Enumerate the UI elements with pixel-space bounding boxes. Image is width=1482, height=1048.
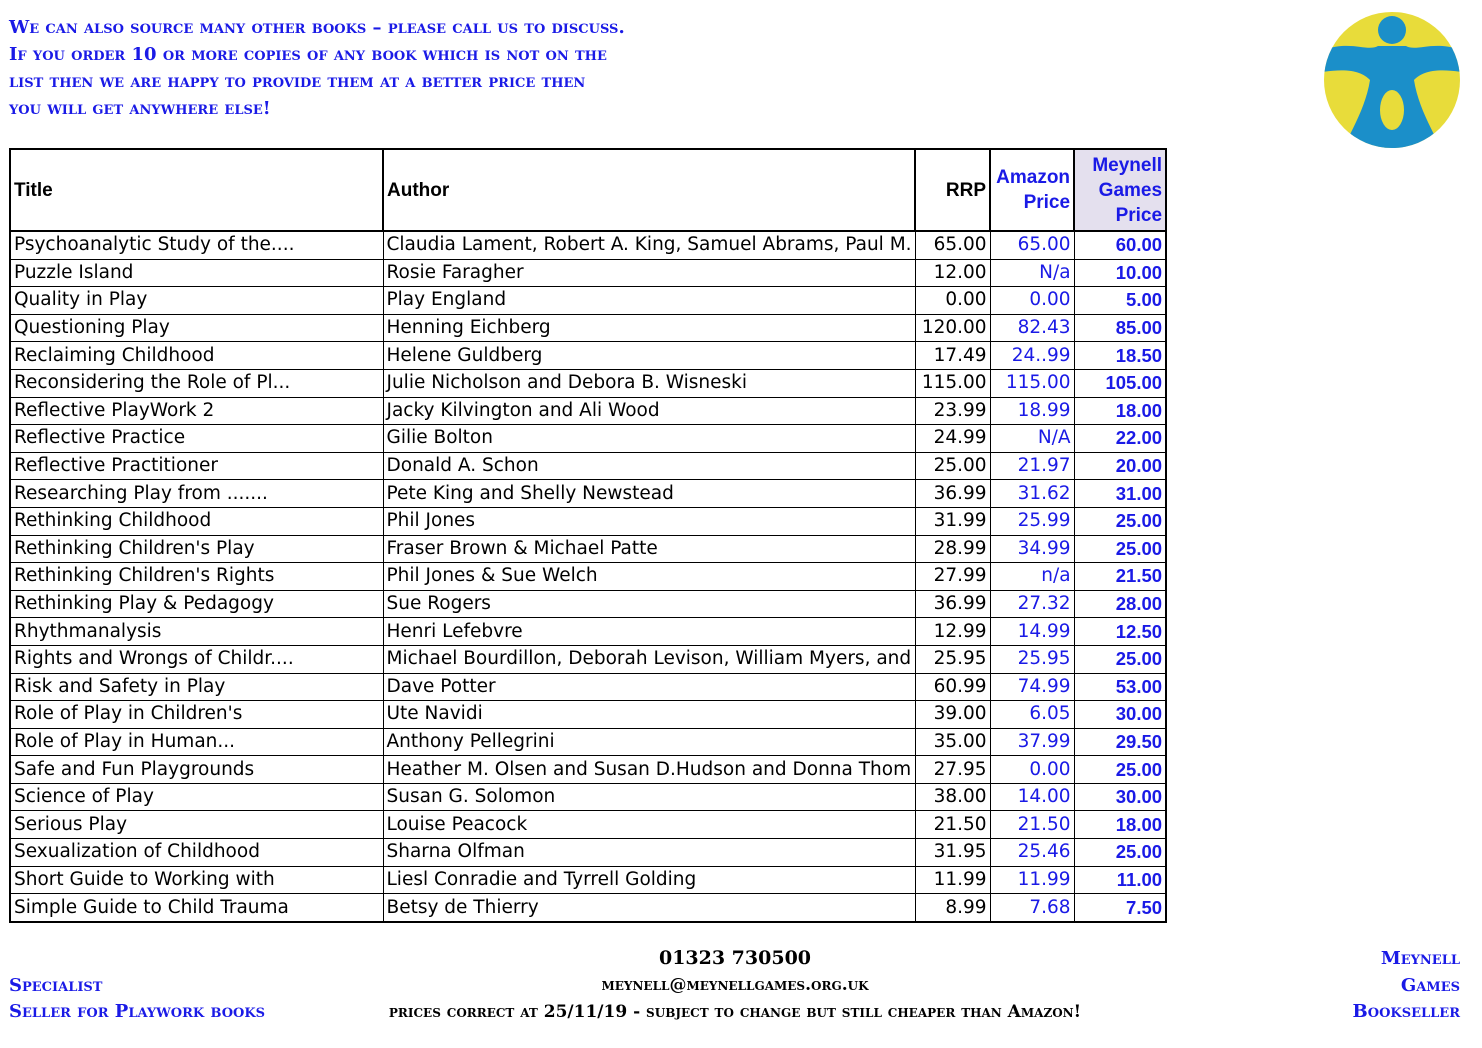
- cell-title: Rethinking Children's Play: [10, 535, 383, 563]
- table-row: [10, 397, 1166, 425]
- cell-amazon-price: 7.68: [990, 894, 1074, 922]
- table-row: [10, 839, 1166, 867]
- cell-rrp: 21.50: [915, 811, 990, 839]
- cell-rrp: 28.99: [915, 535, 990, 563]
- cell-author: Michael Bourdillon, Deborah Levison, William Myers, and: [383, 645, 915, 673]
- table-row: [10, 231, 1166, 259]
- cell-rrp: 60.99: [915, 673, 990, 701]
- table-row: [10, 894, 1166, 922]
- intro-line: If you order 10 or more copies of any book which is not on the: [9, 44, 607, 65]
- cell-title: Researching Play from .......: [10, 480, 383, 508]
- cell-amazon-price: N/a: [990, 259, 1074, 287]
- cell-meynell-price: 105.00: [1074, 369, 1166, 397]
- cell-meynell-price: 53.00: [1074, 673, 1166, 701]
- cell-amazon-price: 65.00: [990, 231, 1074, 259]
- book-price-table: [9, 148, 1167, 923]
- table-row: [10, 645, 1166, 673]
- table-row: [10, 287, 1166, 315]
- cell-author: Pete King and Shelly Newstead: [383, 480, 915, 508]
- cell-amazon-price: n/a: [990, 563, 1074, 591]
- cell-title: Serious Play: [10, 811, 383, 839]
- cell-title: Reflective Practitioner: [10, 452, 383, 480]
- header-amazon-line: Amazon: [996, 167, 1071, 188]
- cell-author: Susan G. Solomon: [383, 783, 915, 811]
- header-title: Title: [10, 149, 383, 231]
- table-row: [10, 535, 1166, 563]
- cell-meynell-price: 25.00: [1074, 756, 1166, 784]
- intro-line: you will get anywhere else!: [9, 98, 271, 119]
- cell-title: Puzzle Island: [10, 259, 383, 287]
- footer-right-line: Games: [1400, 974, 1460, 996]
- cell-meynell-price: 18.00: [1074, 811, 1166, 839]
- table-row: [10, 590, 1166, 618]
- cell-rrp: 25.95: [915, 645, 990, 673]
- cell-author: Phil Jones: [383, 507, 915, 535]
- cell-amazon-price: 115.00: [990, 369, 1074, 397]
- cell-rrp: 120.00: [915, 314, 990, 342]
- header-meynell-line: Meynell: [1092, 154, 1163, 176]
- cell-amazon-price: 14.00: [990, 783, 1074, 811]
- table-row: [10, 701, 1166, 729]
- table-row: [10, 811, 1166, 839]
- footer-contact: [300, 945, 1170, 1026]
- cell-amazon-price: 74.99: [990, 673, 1074, 701]
- cell-title: Sexualization of Childhood: [10, 839, 383, 867]
- meynell-games-logo: [1322, 10, 1462, 150]
- cell-title: Psychoanalytic Study of the....: [10, 231, 383, 259]
- footer-email: meynell@meynellgames.org.uk: [601, 975, 869, 995]
- cell-author: Fraser Brown & Michael Patte: [383, 535, 915, 563]
- cell-rrp: 17.49: [915, 342, 990, 370]
- table-row: [10, 756, 1166, 784]
- cell-author: Sharna Olfman: [383, 839, 915, 867]
- cell-author: Liesl Conradie and Tyrrell Golding: [383, 866, 915, 894]
- cell-author: Jacky Kilvington and Ali Wood: [383, 397, 915, 425]
- cell-meynell-price: 31.00: [1074, 480, 1166, 508]
- footer-left-line: Specialist: [9, 975, 103, 996]
- header-meynell-line: Price: [1115, 204, 1163, 226]
- cell-amazon-price: 25.46: [990, 839, 1074, 867]
- cell-rrp: 65.00: [915, 231, 990, 259]
- table-row: [10, 783, 1166, 811]
- header-meynell-line: Games: [1098, 179, 1163, 201]
- cell-author: Phil Jones & Sue Welch: [383, 563, 915, 591]
- cell-title: Safe and Fun Playgrounds: [10, 756, 383, 784]
- cell-author: Play England: [383, 287, 915, 315]
- cell-author: Gilie Bolton: [383, 425, 915, 453]
- table-row: [10, 425, 1166, 453]
- cell-rrp: 31.99: [915, 507, 990, 535]
- intro-line: We can also source many other books – please call us to discuss.: [9, 17, 625, 38]
- cell-meynell-price: 21.50: [1074, 563, 1166, 591]
- cell-title: Reclaiming Childhood: [10, 342, 383, 370]
- cell-author: Rosie Faragher: [383, 259, 915, 287]
- cell-author: Heather M. Olsen and Susan D.Hudson and Donna Thom: [383, 756, 915, 784]
- cell-amazon-price: 25.95: [990, 645, 1074, 673]
- table-row: [10, 866, 1166, 894]
- cell-rrp: 27.95: [915, 756, 990, 784]
- cell-author: Henri Lefebvre: [383, 618, 915, 646]
- cell-amazon-price: 0.00: [990, 287, 1074, 315]
- cell-meynell-price: 18.50: [1074, 342, 1166, 370]
- cell-title: Risk and Safety in Play: [10, 673, 383, 701]
- table-row: [10, 728, 1166, 756]
- cell-title: Rights and Wrongs of Childr....: [10, 645, 383, 673]
- table-row: [10, 452, 1166, 480]
- cell-title: Short Guide to Working with: [10, 866, 383, 894]
- cell-meynell-price: 85.00: [1074, 314, 1166, 342]
- cell-title: Role of Play in Human...: [10, 728, 383, 756]
- cell-rrp: 36.99: [915, 590, 990, 618]
- footer-right-line: Bookseller: [1352, 1001, 1460, 1022]
- cell-meynell-price: 7.50: [1074, 894, 1166, 922]
- intro-line: list then we are happy to provide them at a better price then: [9, 71, 586, 92]
- cell-rrp: 0.00: [915, 287, 990, 315]
- cell-meynell-price: 60.00: [1074, 231, 1166, 259]
- cell-meynell-price: 28.00: [1074, 590, 1166, 618]
- cell-amazon-price: N/A: [990, 425, 1074, 453]
- cell-title: Reconsidering the Role of Pl...: [10, 369, 383, 397]
- cell-title: Rhythmanalysis: [10, 618, 383, 646]
- cell-amazon-price: 34.99: [990, 535, 1074, 563]
- cell-title: Questioning Play: [10, 314, 383, 342]
- cell-amazon-price: 27.32: [990, 590, 1074, 618]
- cell-rrp: 11.99: [915, 866, 990, 894]
- cell-author: Henning Eichberg: [383, 314, 915, 342]
- table-header-row: [10, 149, 1166, 231]
- table-row: [10, 314, 1166, 342]
- cell-author: Donald A. Schon: [383, 452, 915, 480]
- table-row: [10, 369, 1166, 397]
- cell-amazon-price: 37.99: [990, 728, 1074, 756]
- cell-title: Role of Play in Children's: [10, 701, 383, 729]
- table-row: [10, 480, 1166, 508]
- header-amazon-line: Price: [1023, 192, 1071, 213]
- intro-text: [9, 14, 625, 122]
- cell-rrp: 12.00: [915, 259, 990, 287]
- cell-author: Anthony Pellegrini: [383, 728, 915, 756]
- cell-meynell-price: 30.00: [1074, 701, 1166, 729]
- cell-meynell-price: 20.00: [1074, 452, 1166, 480]
- cell-amazon-price: 11.99: [990, 866, 1074, 894]
- cell-title: Reflective Practice: [10, 425, 383, 453]
- cell-rrp: 36.99: [915, 480, 990, 508]
- footer-specialist: [9, 973, 265, 1025]
- footer-phone: 01323 730500: [658, 947, 812, 969]
- cell-author: Sue Rogers: [383, 590, 915, 618]
- cell-author: Julie Nicholson and Debora B. Wisneski: [383, 369, 915, 397]
- cell-title: Science of Play: [10, 783, 383, 811]
- table-row: [10, 563, 1166, 591]
- cell-rrp: 35.00: [915, 728, 990, 756]
- cell-amazon-price: 14.99: [990, 618, 1074, 646]
- cell-author: Louise Peacock: [383, 811, 915, 839]
- cell-meynell-price: 30.00: [1074, 783, 1166, 811]
- cell-meynell-price: 12.50: [1074, 618, 1166, 646]
- cell-meynell-price: 10.00: [1074, 259, 1166, 287]
- cell-meynell-price: 18.00: [1074, 397, 1166, 425]
- cell-title: Reflective PlayWork 2: [10, 397, 383, 425]
- cell-amazon-price: 21.97: [990, 452, 1074, 480]
- cell-rrp: 12.99: [915, 618, 990, 646]
- cell-amazon-price: 25.99: [990, 507, 1074, 535]
- cell-rrp: 38.00: [915, 783, 990, 811]
- header-rrp: RRP: [915, 149, 990, 231]
- cell-author: Dave Potter: [383, 673, 915, 701]
- cell-author: Helene Guldberg: [383, 342, 915, 370]
- cell-amazon-price: 31.62: [990, 480, 1074, 508]
- header-amazon-price: [990, 149, 1074, 231]
- table-row: [10, 507, 1166, 535]
- cell-title: Rethinking Play & Pedagogy: [10, 590, 383, 618]
- cell-title: Quality in Play: [10, 287, 383, 315]
- table-row: [10, 342, 1166, 370]
- cell-amazon-price: 82.43: [990, 314, 1074, 342]
- cell-title: Rethinking Childhood: [10, 507, 383, 535]
- cell-rrp: 115.00: [915, 369, 990, 397]
- cell-meynell-price: 25.00: [1074, 645, 1166, 673]
- header-meynell-price: [1074, 149, 1166, 231]
- cell-amazon-price: 24..99: [990, 342, 1074, 370]
- cell-amazon-price: 21.50: [990, 811, 1074, 839]
- table-row: [10, 618, 1166, 646]
- cell-amazon-price: 0.00: [990, 756, 1074, 784]
- footer-brand: [1353, 946, 1460, 1026]
- table-row: [10, 673, 1166, 701]
- cell-rrp: 23.99: [915, 397, 990, 425]
- cell-author: Betsy de Thierry: [383, 894, 915, 922]
- cell-meynell-price: 25.00: [1074, 839, 1166, 867]
- cell-rrp: 8.99: [915, 894, 990, 922]
- footer-left-line: Seller for Playwork books: [9, 1001, 266, 1022]
- cell-author: Ute Navidi: [383, 701, 915, 729]
- cell-meynell-price: 25.00: [1074, 507, 1166, 535]
- table-row: [10, 259, 1166, 287]
- cell-rrp: 31.95: [915, 839, 990, 867]
- cell-amazon-price: 6.05: [990, 701, 1074, 729]
- cell-rrp: 25.00: [915, 452, 990, 480]
- cell-amazon-price: 18.99: [990, 397, 1074, 425]
- cell-rrp: 27.99: [915, 563, 990, 591]
- cell-title: Rethinking Children's Rights: [10, 563, 383, 591]
- footer-right-line: Meynell: [1380, 948, 1460, 969]
- cell-author: Claudia Lament, Robert A. King, Samuel Abrams, Paul M.: [383, 231, 915, 259]
- cell-meynell-price: 25.00: [1074, 535, 1166, 563]
- cell-meynell-price: 22.00: [1074, 425, 1166, 453]
- cell-meynell-price: 5.00: [1074, 287, 1166, 315]
- cell-rrp: 39.00: [915, 701, 990, 729]
- cell-rrp: 24.99: [915, 425, 990, 453]
- header-author: Author: [383, 149, 915, 231]
- cell-meynell-price: 29.50: [1074, 728, 1166, 756]
- cell-title: Simple Guide to Child Trauma: [10, 894, 383, 922]
- footer-price-note: prices correct at 25/11/19 - subject to change but still cheaper than Amazon!: [388, 1002, 1082, 1022]
- cell-meynell-price: 11.00: [1074, 866, 1166, 894]
